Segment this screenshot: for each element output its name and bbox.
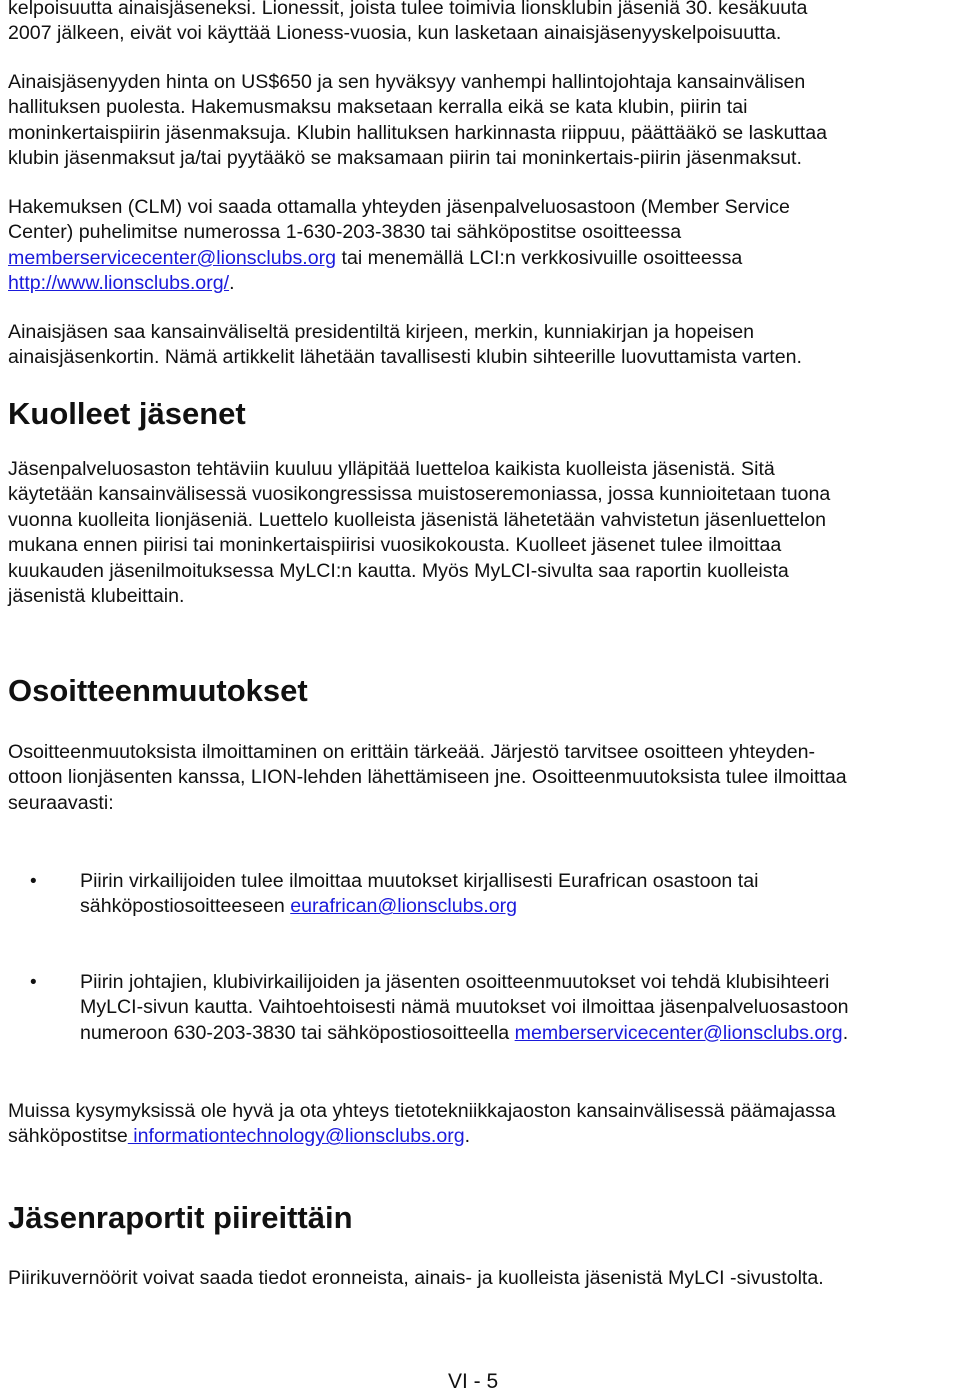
text-span: . [229,272,235,295]
list-item-text [80,869,758,920]
paragraph-deceased [8,457,830,609]
text-line: Ainaisjäsenyyden hinta on US$650 ja sen hyväksyy vanhempi hallintojohtaja kansainvälisen [8,71,806,93]
list-item-text [80,970,849,1046]
email-link-eurafrican[interactable]: eurafrican@lionsclubs.org [290,895,518,918]
text-line [80,1021,849,1046]
text-line: Jäsenpalveluosaston tehtäviin kuuluu ylläpitää luetteloa kaikista kuolleista jäsenistä. Sitä [8,458,775,480]
paragraph-letter [8,320,802,371]
text-line [8,1124,836,1149]
text-line: käytetään kansainvälisessä vuosikongressissa muistoseremoniassa, jossa kunnioitetaan tuona [8,483,831,506]
email-link-memberservice[interactable]: memberservicecenter@lionsclubs.org [514,1021,843,1044]
text-span: numeroon 630-203-3830 tai sähköpostiosoitteella [80,1021,515,1044]
bullet-icon: • [30,972,37,993]
paragraph-application [8,195,790,297]
text-line: MyLCI-sivun kautta. Vaihtoehtoisesti nämä muutokset voi ilmoittaa jäsenpalveluosastoon [80,996,849,1019]
text-line: moninkertaispiirin jäsenmaksuja. Klubin hallituksen harkinnasta riippuu, päättääkö se laskuttaa [8,121,828,144]
text-line: klubin jäsenmaksut ja/tai pyytääkö se maksamaan piirin tai moninkertais-piirin jäsenmaksut. [8,147,802,170]
text-line: Osoitteenmuutoksista ilmoittaminen on erittäin tärkeää. Järjestö tarvitsee osoitteen yhteyden- [8,741,816,763]
email-link-informationtechnology[interactable]: informationtechnology@lionsclubs.org [127,1125,465,1148]
text-span: . [842,1021,849,1044]
url-link-lionsclubs[interactable]: http://www.lionsclubs.org/ [8,272,230,295]
section-heading-deceased-members: Kuolleet jäsenet [8,396,246,431]
text-line: ottoon lionjäsenten kanssa, LION-lehden lähettämiseen jne. Osoitteenmuutoksista tulee ilmoittaa [8,766,847,789]
paragraph-fee [8,70,827,172]
section-heading-address-changes: Osoitteenmuutokset [8,673,308,708]
text-span: sähköpostitse [8,1125,128,1148]
paragraph-eligibility [8,0,807,47]
text-line: hallituksen puolesta. Hakemusmaksu maksetaan kerralla eikä se kata klubin, piirin tai [8,96,748,119]
text-line: kelpoisuutta ainaisjäseneksi. Lionessit, joista tulee toimivia lionsklubin jäseniä 30. kesäkuuta [8,0,808,19]
text-line: Muissa kysymyksissä ole hyvä ja ota yhteys tietotekniikkajaoston kansainvälisessä päämajassa [8,1100,836,1122]
paragraph-reports [8,1266,824,1291]
paragraph-address-intro [8,740,847,816]
text-line [80,894,758,919]
text-line: Piirin virkailijoiden tulee ilmoittaa muutokset kirjallisesti Eurafrican osastoon tai [80,870,759,892]
text-span: sähköpostiosoitteeseen [80,895,291,918]
email-link-memberservice[interactable]: memberservicecenter@lionsclubs.org [8,246,337,269]
paragraph-contact-it [8,1099,836,1150]
text-line: Ainaisjäsen saa kansainväliseltä presidentiltä kirjeen, merkin, kunniakirjan ja hopeisen [8,321,755,343]
text-line: Piirikuvernöörit voivat saada tiedot eronneista, ainais- ja kuolleista jäsenistä MyLCI -sivustolta. [8,1267,824,1289]
text-line: jäsenistä klubeittain. [8,585,185,608]
text-line: Center) puhelimitse numerossa 1-630-203-3830 tai sähköpostitse osoitteessa [8,221,682,244]
text-line: 2007 jälkeen, eivät voi käyttää Lioness-vuosia, kun lasketaan ainaisjäsenyyskelpoisuutta. [8,22,782,45]
bullet-icon: • [30,871,37,892]
text-span: . [464,1125,471,1148]
text-line: Hakemuksen (CLM) voi saada ottamalla yhteyden jäsenpalveluosastoon (Member Service [8,196,790,218]
text-line: mukana ennen piirisi tai moninkertaispiirisi vuosikokousta. Kuolleet jäsenet tulee ilmoittaa [8,534,782,557]
text-line: vuonna kuolleita lionjäseniä. Luettelo kuolleista jäsenistä lähetetään vahvistetun jäsenluettelon [8,508,827,531]
text-span: tai menemällä LCI:n verkkosivuille osoitteessa [336,246,743,269]
text-line: kuukauden jäsenilmoituksessa MyLCI:n kautta. Myös MyLCI-sivulta saa raportin kuolleista [8,559,789,582]
text-line [8,271,790,296]
text-line [8,246,790,271]
section-heading-district-reports: Jäsenraportit piireittäin [8,1200,353,1235]
page-number: VI - 5 [448,1370,499,1393]
text-line: seuraavasti: [8,791,114,814]
text-line: ainaisjäsenkortin. Nämä artikkelit lähetään tavallisesti klubin sihteerille luovuttamista varten. [8,346,802,369]
text-line: Piirin johtajien, klubivirkailijoiden ja jäsenten osoitteenmuutokset voi tehdä klubisihteeri [80,971,830,993]
